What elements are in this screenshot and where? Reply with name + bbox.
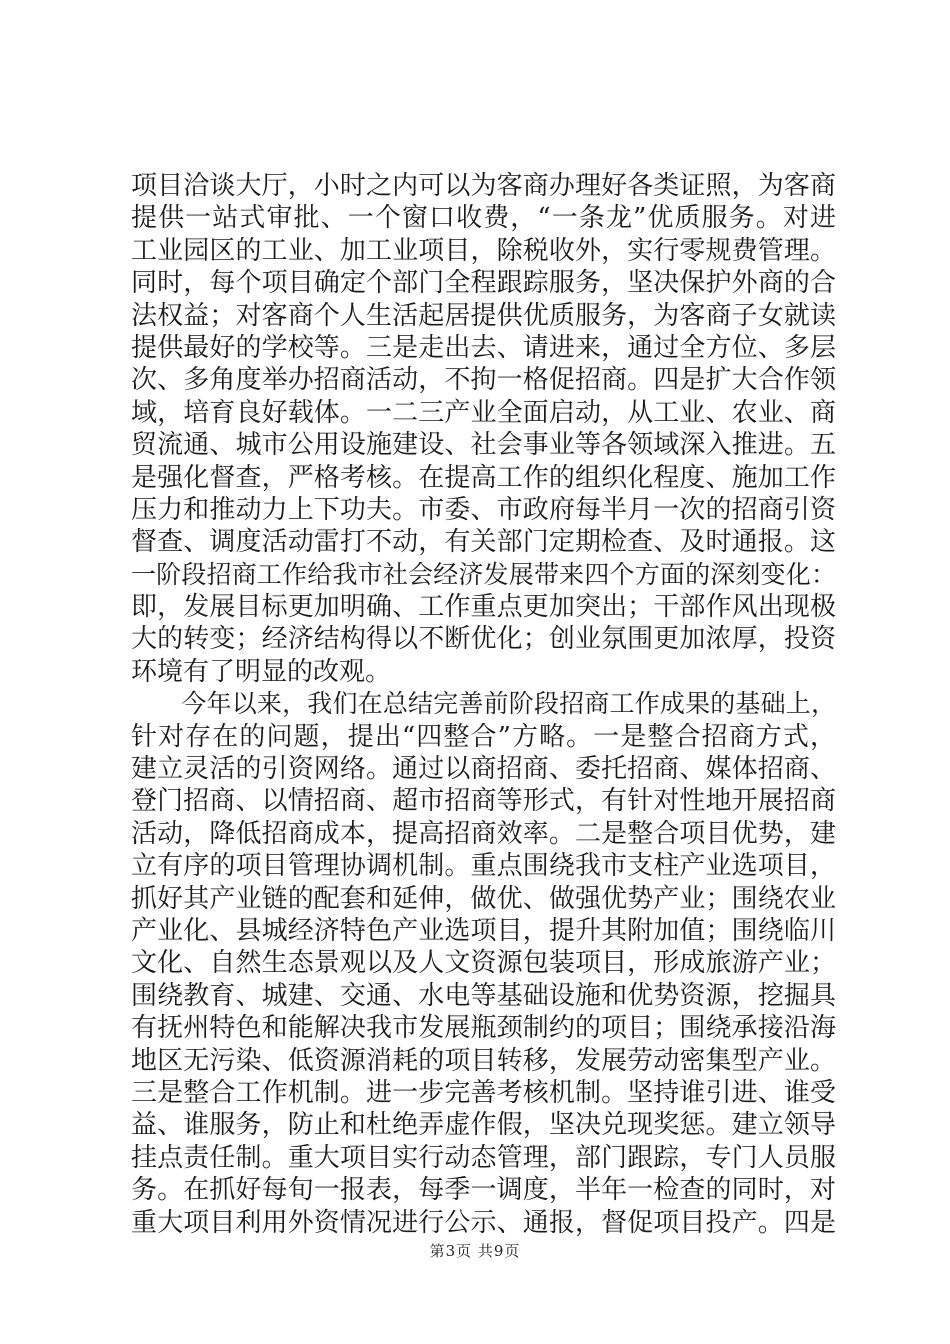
text-line: 务。在抓好每旬一报表，每季一调度，半年一检查的同时，对 — [131, 1175, 836, 1206]
text-line: 建立灵活的引资网络。通过以商招商、委托招商、媒体招商、 — [131, 754, 836, 785]
text-line: 即，发展目标更加明确、工作重点更加突出；干部作风出现极 — [131, 592, 836, 623]
text-line: 针对存在的问题，提出“四整合”方略。一是整合招商方式， — [131, 721, 836, 752]
text-line: 项目洽谈大厅，小时之内可以为客商办理好各类证照，为客商 — [131, 171, 836, 201]
text-line: 大的转变；经济结构得以不断优化；创业氛围更加浓厚，投资 — [131, 624, 836, 655]
text-line: 活动，降低招商成本，提高招商效率。二是整合项目优势，建 — [131, 818, 836, 849]
text-line: 提供一站式审批、一个窗口收费，“一条龙”优质服务。对进 — [131, 203, 836, 234]
body-text — [131, 170, 836, 1239]
text-line: 围绕教育、城建、交通、水电等基础设施和优势资源，挖掘具 — [131, 980, 836, 1011]
text-line: 立有序的项目管理协调机制。重点围绕我市支柱产业选项目， — [131, 851, 836, 882]
text-line: 地区无污染、低资源消耗的项目转移，发展劳动密集型产业。 — [131, 1045, 836, 1076]
text-line: 今年以来，我们在总结完善前阶段招商工作成果的基础上， — [131, 689, 836, 719]
text-line: 环境有了明显的改观。 — [131, 656, 392, 687]
text-line: 次、多角度举办招商活动，不拘一格促招商。四是扩大合作领 — [131, 365, 836, 396]
page-number-label: 第3页 共9页 — [429, 1242, 521, 1260]
text-line: 抓好其产业链的配套和延伸，做优、做强优势产业；围绕农业 — [131, 883, 836, 914]
text-line: 域，培育良好载体。一二三产业全面启动，从工业、农业、商 — [131, 397, 836, 428]
text-line: 压力和推动力上下功夫。市委、市政府每半月一次的招商引资 — [131, 494, 836, 525]
text-line: 是强化督查，严格考核。在提高工作的组织化程度、施加工作 — [131, 462, 836, 493]
text-line: 挂点责任制。重大项目实行动态管理，部门跟踪，专门人员服 — [131, 1142, 836, 1173]
text-line: 提供最好的学校等。三是走出去、请进来，通过全方位、多层 — [131, 332, 836, 363]
text-line: 工业园区的工业、加工业项目，除税收外，实行零规费管理。 — [131, 235, 836, 266]
page-footer — [0, 1240, 950, 1261]
text-line: 同时，每个项目确定个部门全程跟踪服务，坚决保护外商的合 — [131, 268, 836, 299]
text-line: 贸流通、城市公用设施建设、社会事业等各领域深入推进。五 — [131, 430, 836, 461]
text-line: 重大项目利用外资情况进行公示、通报，督促项目投产。四是 — [131, 1207, 836, 1238]
text-line: 文化、自然生态景观以及人文资源包装项目，形成旅游产业； — [131, 948, 836, 979]
text-line: 三是整合工作机制。进一步完善考核机制。坚持谁引进、谁受 — [131, 1077, 836, 1108]
text-line: 登门招商、以情招商、超市招商等形式，有针对性地开展招商 — [131, 786, 836, 817]
text-line: 有抚州特色和能解决我市发展瓶颈制约的项目；围绕承接沿海 — [131, 1013, 836, 1044]
text-line: 督查、调度活动雷打不动，有关部门定期检查、及时通报。这 — [131, 527, 836, 558]
text-line: 法权益；对客商个人生活起居提供优质服务，为客商子女就读 — [131, 300, 836, 331]
text-line: 益、谁服务，防止和杜绝弄虚作假，坚决兑现奖惩。建立领导 — [131, 1110, 836, 1141]
text-line: 一阶段招商工作给我市社会经济发展带来四个方面的深刻变化： — [131, 559, 836, 589]
text-line: 产业化、县城经济特色产业选项目，提升其附加值；围绕临川 — [131, 915, 836, 946]
